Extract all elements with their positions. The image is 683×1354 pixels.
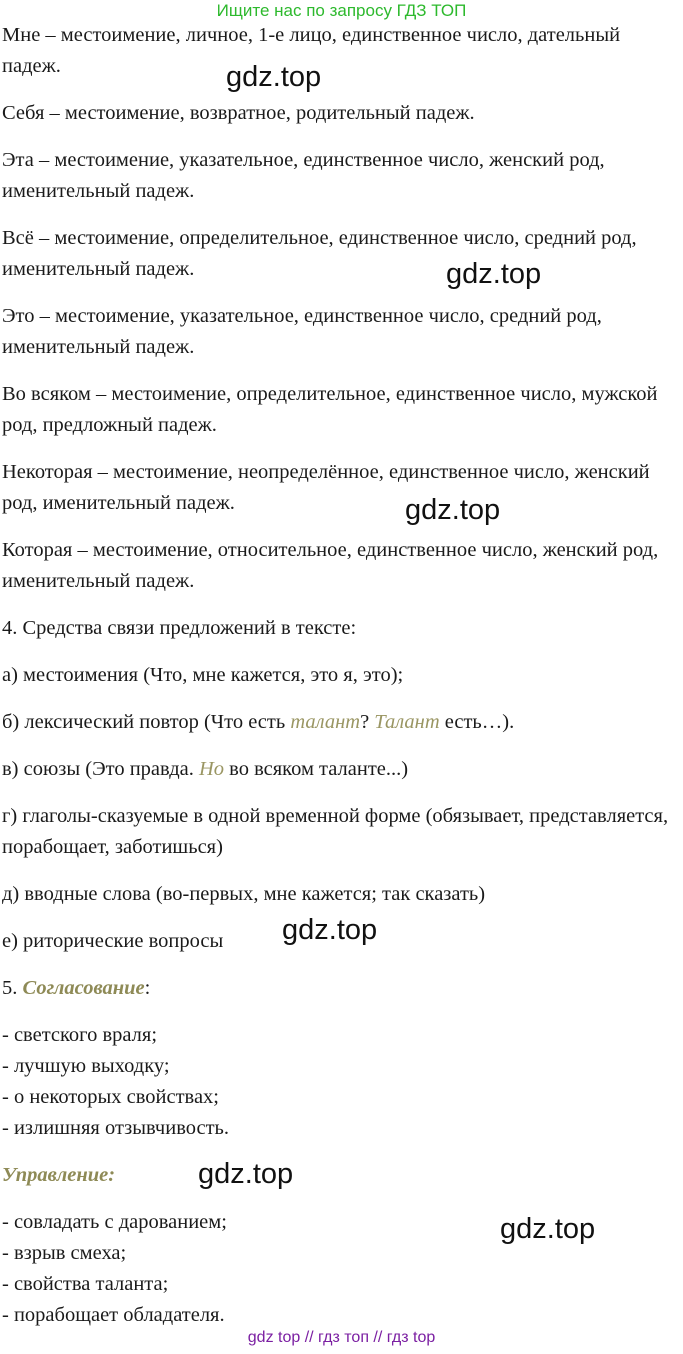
highlight-word: Но xyxy=(198,758,225,780)
section5-heading: 5. Согласование: xyxy=(2,977,151,999)
highlight-word: Талант xyxy=(374,711,440,733)
paragraph-vo-vsyakom: Во всяком – местоимение, определительное, единственное число, мужской род, предложный падеж. xyxy=(2,383,658,436)
bottom-banner: gdz top // гдз топ // гдз top xyxy=(247,1329,436,1346)
paragraph-eta: Эта – местоимение, указательное, единственное число, женский род, именительный падеж. xyxy=(2,149,605,202)
section4-item-v: в) союзы (Это правда. Но во всяком таланте...) xyxy=(2,758,409,780)
government-label: Управление: xyxy=(2,1164,116,1186)
list-item: - светского враля; xyxy=(2,1024,158,1046)
top-banner: Ищите нас по запросу ГДЗ ТОП xyxy=(216,1,467,20)
watermark: gdz.top xyxy=(226,61,322,93)
paragraph-eto: Это – местоимение, указательное, единственное число, средний род, именительный падеж. xyxy=(2,305,602,358)
agreement-list xyxy=(2,1020,682,1144)
list-item: - излишняя отзывчивость. xyxy=(2,1117,230,1139)
answer-content xyxy=(2,20,682,1331)
paragraph-mne: Мне – местоимение, личное, 1-е лицо, единственное число, дательный падеж. xyxy=(2,24,621,77)
section4-item-a: а) местоимения (Что, мне кажется, это я, это); xyxy=(2,664,404,686)
watermark: gdz.top xyxy=(282,914,378,946)
list-item: - порабощает обладателя. xyxy=(2,1304,225,1326)
paragraph-sebya: Себя – местоимение, возвратное, родительный падеж. xyxy=(2,102,475,124)
section4-item-d: д) вводные слова (во-первых, мне кажется; так сказать) xyxy=(2,883,486,905)
list-item: - свойства таланта; xyxy=(2,1273,169,1295)
list-item: - совладать с дарованием; xyxy=(2,1211,227,1233)
section4-item-b: б) лексический повтор (Что есть талант? Талант есть…). xyxy=(2,711,515,733)
section4-item-e: е) риторические вопросы xyxy=(2,930,224,952)
government-heading xyxy=(2,1160,682,1191)
section4-heading: 4. Средства связи предложений в тексте: xyxy=(2,617,357,639)
agreement-label: Согласование xyxy=(22,977,145,999)
list-item: - о некоторых свойствах; xyxy=(2,1086,220,1108)
list-item: - лучшую выходку; xyxy=(2,1055,170,1077)
highlight-word: талант xyxy=(290,711,361,733)
list-item: - взрыв смеха; xyxy=(2,1242,127,1264)
paragraph-vse: Всё – местоимение, определительное, единственное число, средний род, именительный падеж. xyxy=(2,227,637,280)
paragraph-kotoraya: Которая – местоимение, относительное, единственное число, женский род, именительный падеж. xyxy=(2,539,659,592)
watermark: gdz.top xyxy=(405,494,501,526)
section4-item-g: г) глаголы-сказуемые в одной временной форме (обязывает, представляется, порабощает, заботишься) xyxy=(2,805,669,858)
watermark: gdz.top xyxy=(198,1158,294,1190)
watermark: gdz.top xyxy=(500,1213,596,1245)
watermark: gdz.top xyxy=(446,258,542,290)
paragraph-nekotoraya: Некоторая – местоимение, неопределённое, единственное число, женский род, именительный падеж. xyxy=(2,461,650,514)
